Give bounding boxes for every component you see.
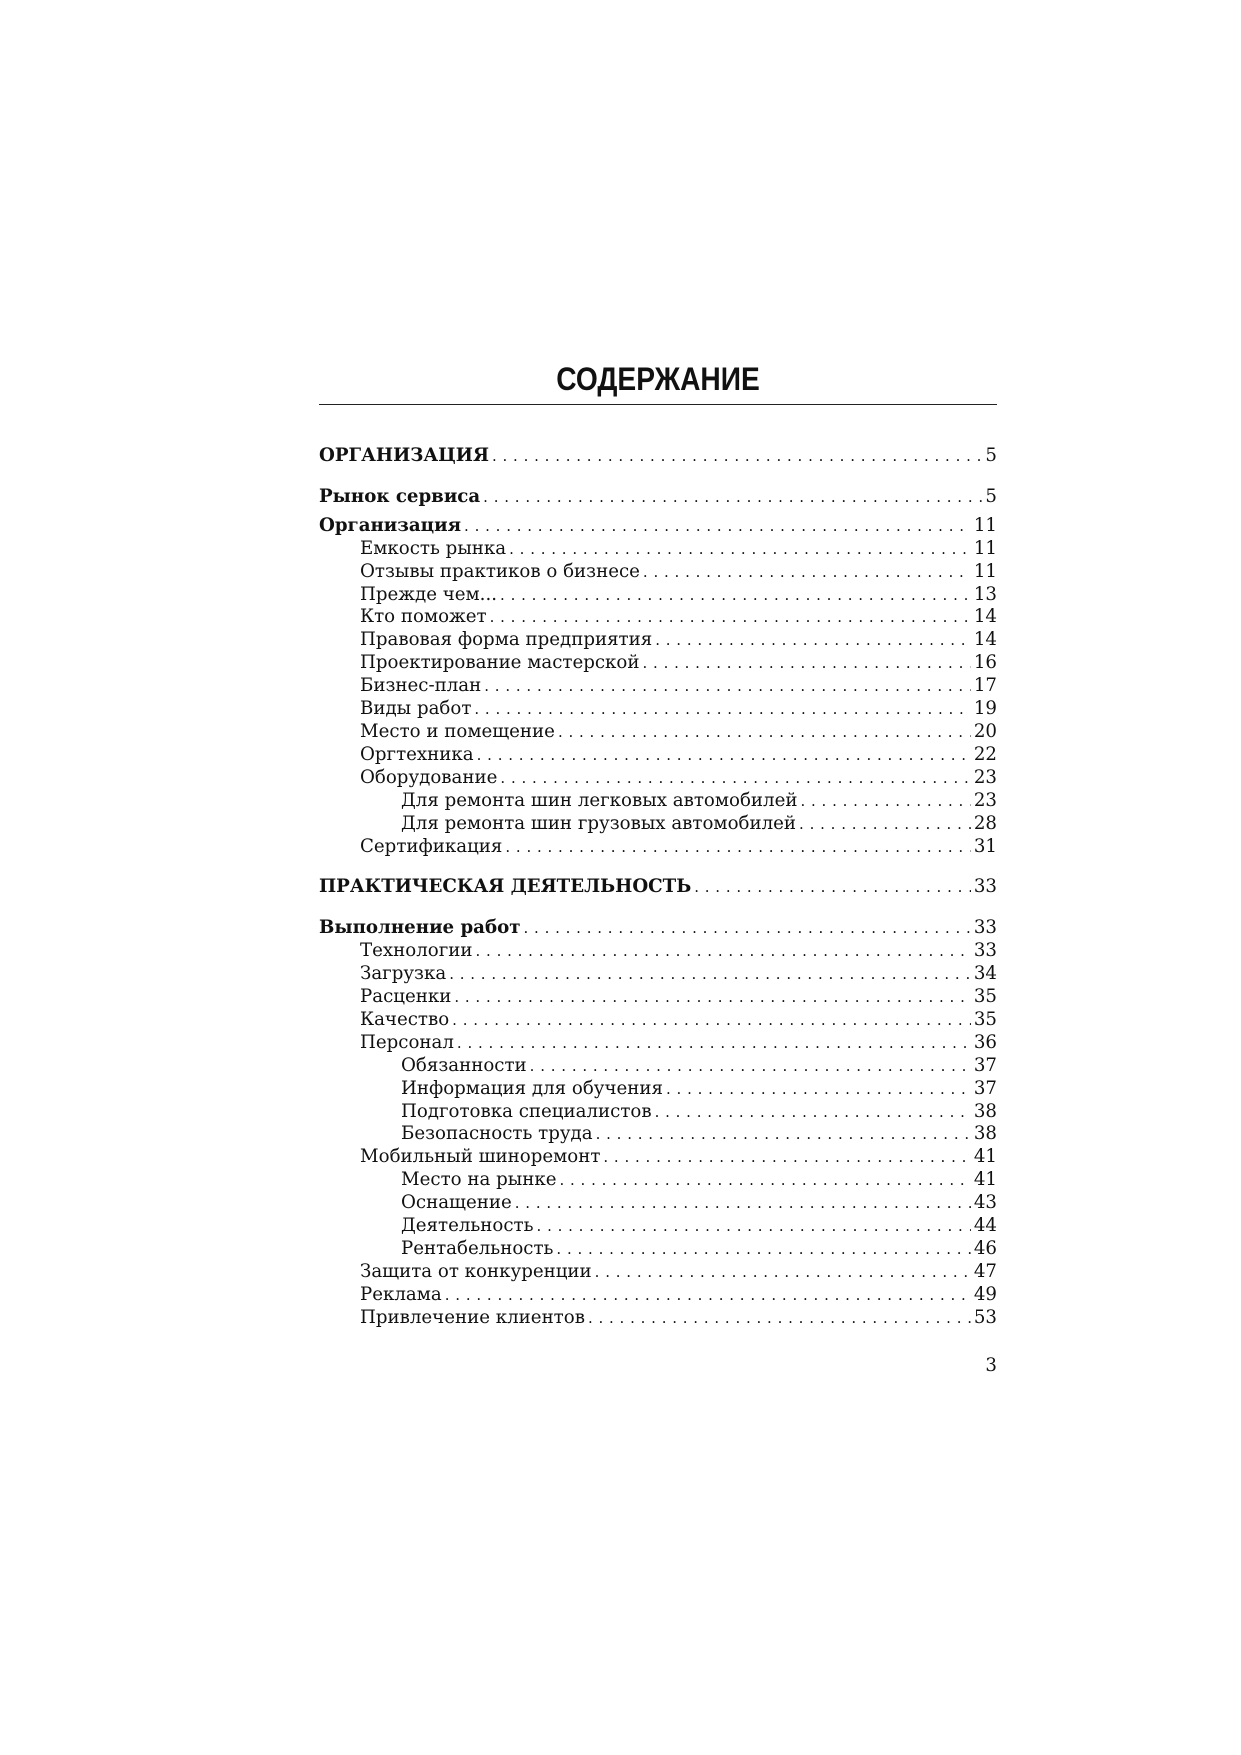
toc-entry-page: 11 [973, 514, 997, 536]
toc-entry[interactable] [319, 876, 997, 899]
toc-entry-title: Подготовка специалистов [401, 1100, 652, 1122]
toc-entry-title: Обязанности [401, 1054, 527, 1076]
toc-entry-page: 37 [973, 1077, 997, 1099]
toc-entry-title: Загрузка [360, 963, 447, 985]
leader-dots [483, 486, 982, 509]
toc-entry-page: 19 [973, 698, 997, 720]
leader-dots [452, 1009, 971, 1032]
toc-entry-page: 35 [973, 986, 997, 1008]
toc-entry[interactable] [319, 940, 997, 963]
toc-entry[interactable] [319, 1192, 997, 1215]
toc-entry-page: 33 [973, 876, 997, 898]
leader-dots [799, 813, 971, 836]
toc-entry-title: Место на рынке [401, 1169, 557, 1191]
toc-entry[interactable] [319, 698, 997, 721]
toc-entry[interactable] [319, 1238, 997, 1261]
toc-entry-page: 20 [973, 720, 997, 742]
toc-entry-page: 31 [973, 835, 997, 857]
leader-dots [596, 1123, 971, 1146]
toc-entry-page: 36 [973, 1031, 997, 1053]
toc-entry-page: 34 [973, 963, 997, 985]
toc-entry-page: 23 [973, 789, 997, 811]
toc-entry-page: 33 [973, 940, 997, 962]
toc-entry[interactable] [319, 1307, 997, 1330]
toc-entry-page: 23 [973, 766, 997, 788]
leader-dots [524, 917, 971, 940]
toc-entry-title: Место и помещение [360, 720, 555, 742]
toc-entry-title: Выполнение работ [319, 917, 521, 939]
toc-entry-page: 5 [985, 485, 997, 507]
toc-entry[interactable] [319, 515, 997, 538]
toc-entry[interactable] [319, 836, 997, 859]
leader-dots [559, 1169, 970, 1192]
toc-entry-page: 14 [973, 606, 997, 628]
leader-dots [694, 876, 971, 899]
toc-entry[interactable] [319, 1215, 997, 1238]
title-rule [319, 404, 997, 405]
toc-entry-title: Защита от конкуренции [360, 1260, 592, 1282]
toc-entry-title: Организация [319, 514, 462, 536]
toc-entry[interactable] [319, 445, 997, 468]
toc-entry[interactable] [319, 1101, 997, 1124]
leader-dots [530, 1055, 971, 1078]
toc-entry-title: Бизнес-план [360, 675, 482, 697]
toc-entry-title: Оргтехника [360, 743, 474, 765]
toc-entry-title: Персонал [360, 1031, 454, 1053]
leader-dots [588, 1307, 971, 1330]
toc-entry[interactable] [319, 813, 997, 836]
leader-dots [556, 1238, 970, 1261]
toc-entry-title: Правовая форма предприятия [360, 629, 653, 651]
toc-entry-title: Реклама [360, 1283, 442, 1305]
toc-entry-title: ОРГАНИЗАЦИЯ [319, 445, 489, 466]
toc-entry-page: 11 [973, 560, 997, 582]
leader-dots [655, 629, 971, 652]
leader-dots [666, 1078, 971, 1101]
toc-entry[interactable] [319, 963, 997, 986]
leader-dots [643, 561, 971, 584]
leader-dots [595, 1261, 971, 1284]
toc-entry-page: 38 [973, 1100, 997, 1122]
toc-page [319, 360, 997, 1376]
toc-entry-page: 46 [973, 1238, 997, 1259]
toc-entry[interactable] [319, 1009, 997, 1032]
toc-entry-title: Рентабельность [401, 1238, 554, 1259]
toc-entry-title: Качество [360, 1008, 450, 1030]
toc-entry-page: 11 [973, 537, 997, 559]
leader-dots [643, 652, 971, 675]
toc-entry-title: Безопасность труда [401, 1123, 593, 1145]
toc-entry-page: 13 [973, 583, 997, 605]
leader-dots [537, 1215, 971, 1238]
toc-entry-title: Привлечение клиентов [360, 1306, 585, 1328]
leader-dots [800, 790, 970, 813]
toc-entry[interactable] [319, 721, 997, 744]
toc-entry-page: 14 [973, 629, 997, 651]
leader-dots [500, 767, 970, 790]
toc-entry-page: 38 [973, 1123, 997, 1145]
table-of-contents [319, 445, 997, 1330]
toc-entry[interactable] [319, 1169, 997, 1192]
toc-entry[interactable] [319, 744, 997, 767]
toc-entry-title: Сертификация [360, 835, 503, 857]
page-title: СОДЕРЖАНИЕ [556, 361, 760, 397]
toc-entry-page: 35 [973, 1008, 997, 1030]
toc-entry-title: ПРАКТИЧЕСКАЯ ДЕЯТЕЛЬНОСТЬ [319, 876, 692, 898]
toc-entry[interactable] [319, 986, 997, 1009]
leader-dots [464, 515, 971, 538]
toc-entry-page: 49 [973, 1283, 997, 1305]
toc-entry-title: Деятельность [401, 1215, 534, 1237]
leader-dots [603, 1146, 970, 1169]
leader-dots [474, 698, 970, 721]
toc-entry[interactable] [319, 1284, 997, 1307]
toc-entry[interactable] [319, 1146, 997, 1169]
leader-dots [515, 1192, 971, 1215]
toc-entry-title: Мобильный шиноремонт [360, 1146, 601, 1168]
toc-entry-title: Оснащение [401, 1192, 512, 1214]
toc-entry[interactable] [319, 1032, 997, 1055]
leader-dots [476, 940, 971, 963]
toc-entry[interactable] [319, 675, 997, 698]
toc-entry-title: Для ремонта шин грузовых автомобилей [401, 812, 797, 834]
leader-dots [490, 606, 971, 629]
toc-entry-title: Виды работ [360, 698, 472, 720]
toc-entry-page: 41 [973, 1146, 997, 1168]
toc-entry-title: Технологии [360, 940, 473, 962]
toc-entry[interactable] [319, 1055, 997, 1078]
toc-entry-page: 22 [973, 743, 997, 765]
toc-entry[interactable] [319, 1261, 997, 1284]
page-number: 3 [985, 1355, 997, 1376]
toc-entry[interactable] [319, 917, 997, 940]
toc-entry[interactable] [319, 486, 997, 509]
toc-entry-title: Прежде чем... [360, 583, 498, 605]
toc-entry-title: Расценки [360, 986, 452, 1008]
leader-dots [454, 986, 971, 1009]
leader-dots [558, 721, 971, 744]
leader-dots [655, 1101, 971, 1124]
leader-dots [477, 744, 971, 767]
toc-entry-page: 43 [973, 1192, 997, 1214]
toc-entry-title: Информация для обучения [401, 1077, 663, 1099]
leader-dots [492, 445, 982, 468]
toc-entry-title: Кто поможет [360, 606, 487, 628]
toc-entry-title: Отзывы практиков о бизнесе [360, 560, 640, 582]
toc-entry-page: 33 [973, 917, 997, 939]
leader-dots [509, 538, 971, 561]
toc-entry-page: 53 [973, 1306, 997, 1328]
toc-entry[interactable] [319, 767, 997, 790]
toc-entry-title: Оборудование [360, 766, 498, 788]
toc-entry[interactable] [319, 561, 997, 584]
toc-entry[interactable] [319, 790, 997, 813]
toc-entry[interactable] [319, 584, 997, 607]
toc-entry-page: 41 [973, 1169, 997, 1191]
toc-entry-page: 16 [973, 652, 997, 674]
toc-entry-page: 44 [973, 1215, 997, 1237]
toc-entry[interactable] [319, 1078, 997, 1101]
leader-dots [449, 963, 971, 986]
toc-entry[interactable] [319, 606, 997, 629]
toc-entry-title: Проектирование мастерской [360, 652, 640, 674]
toc-entry-page: 37 [973, 1054, 997, 1076]
toc-entry-title: Емкость рынка [360, 537, 507, 559]
toc-entry[interactable] [319, 538, 997, 561]
toc-entry-page: 5 [985, 445, 997, 466]
toc-entry[interactable] [319, 652, 997, 675]
toc-entry-title: Для ремонта шин легковых автомобилей [401, 789, 798, 811]
leader-dots [445, 1284, 971, 1307]
toc-entry-page: 28 [973, 812, 997, 834]
leader-dots [457, 1032, 971, 1055]
leader-dots [505, 836, 970, 859]
toc-entry-page: 17 [973, 675, 997, 697]
leader-dots [500, 584, 971, 607]
toc-entry-title: Рынок сервиса [319, 485, 481, 507]
toc-entry[interactable] [319, 629, 997, 652]
leader-dots [484, 675, 971, 698]
toc-entry-page: 47 [973, 1260, 997, 1282]
toc-entry[interactable] [319, 1123, 997, 1146]
